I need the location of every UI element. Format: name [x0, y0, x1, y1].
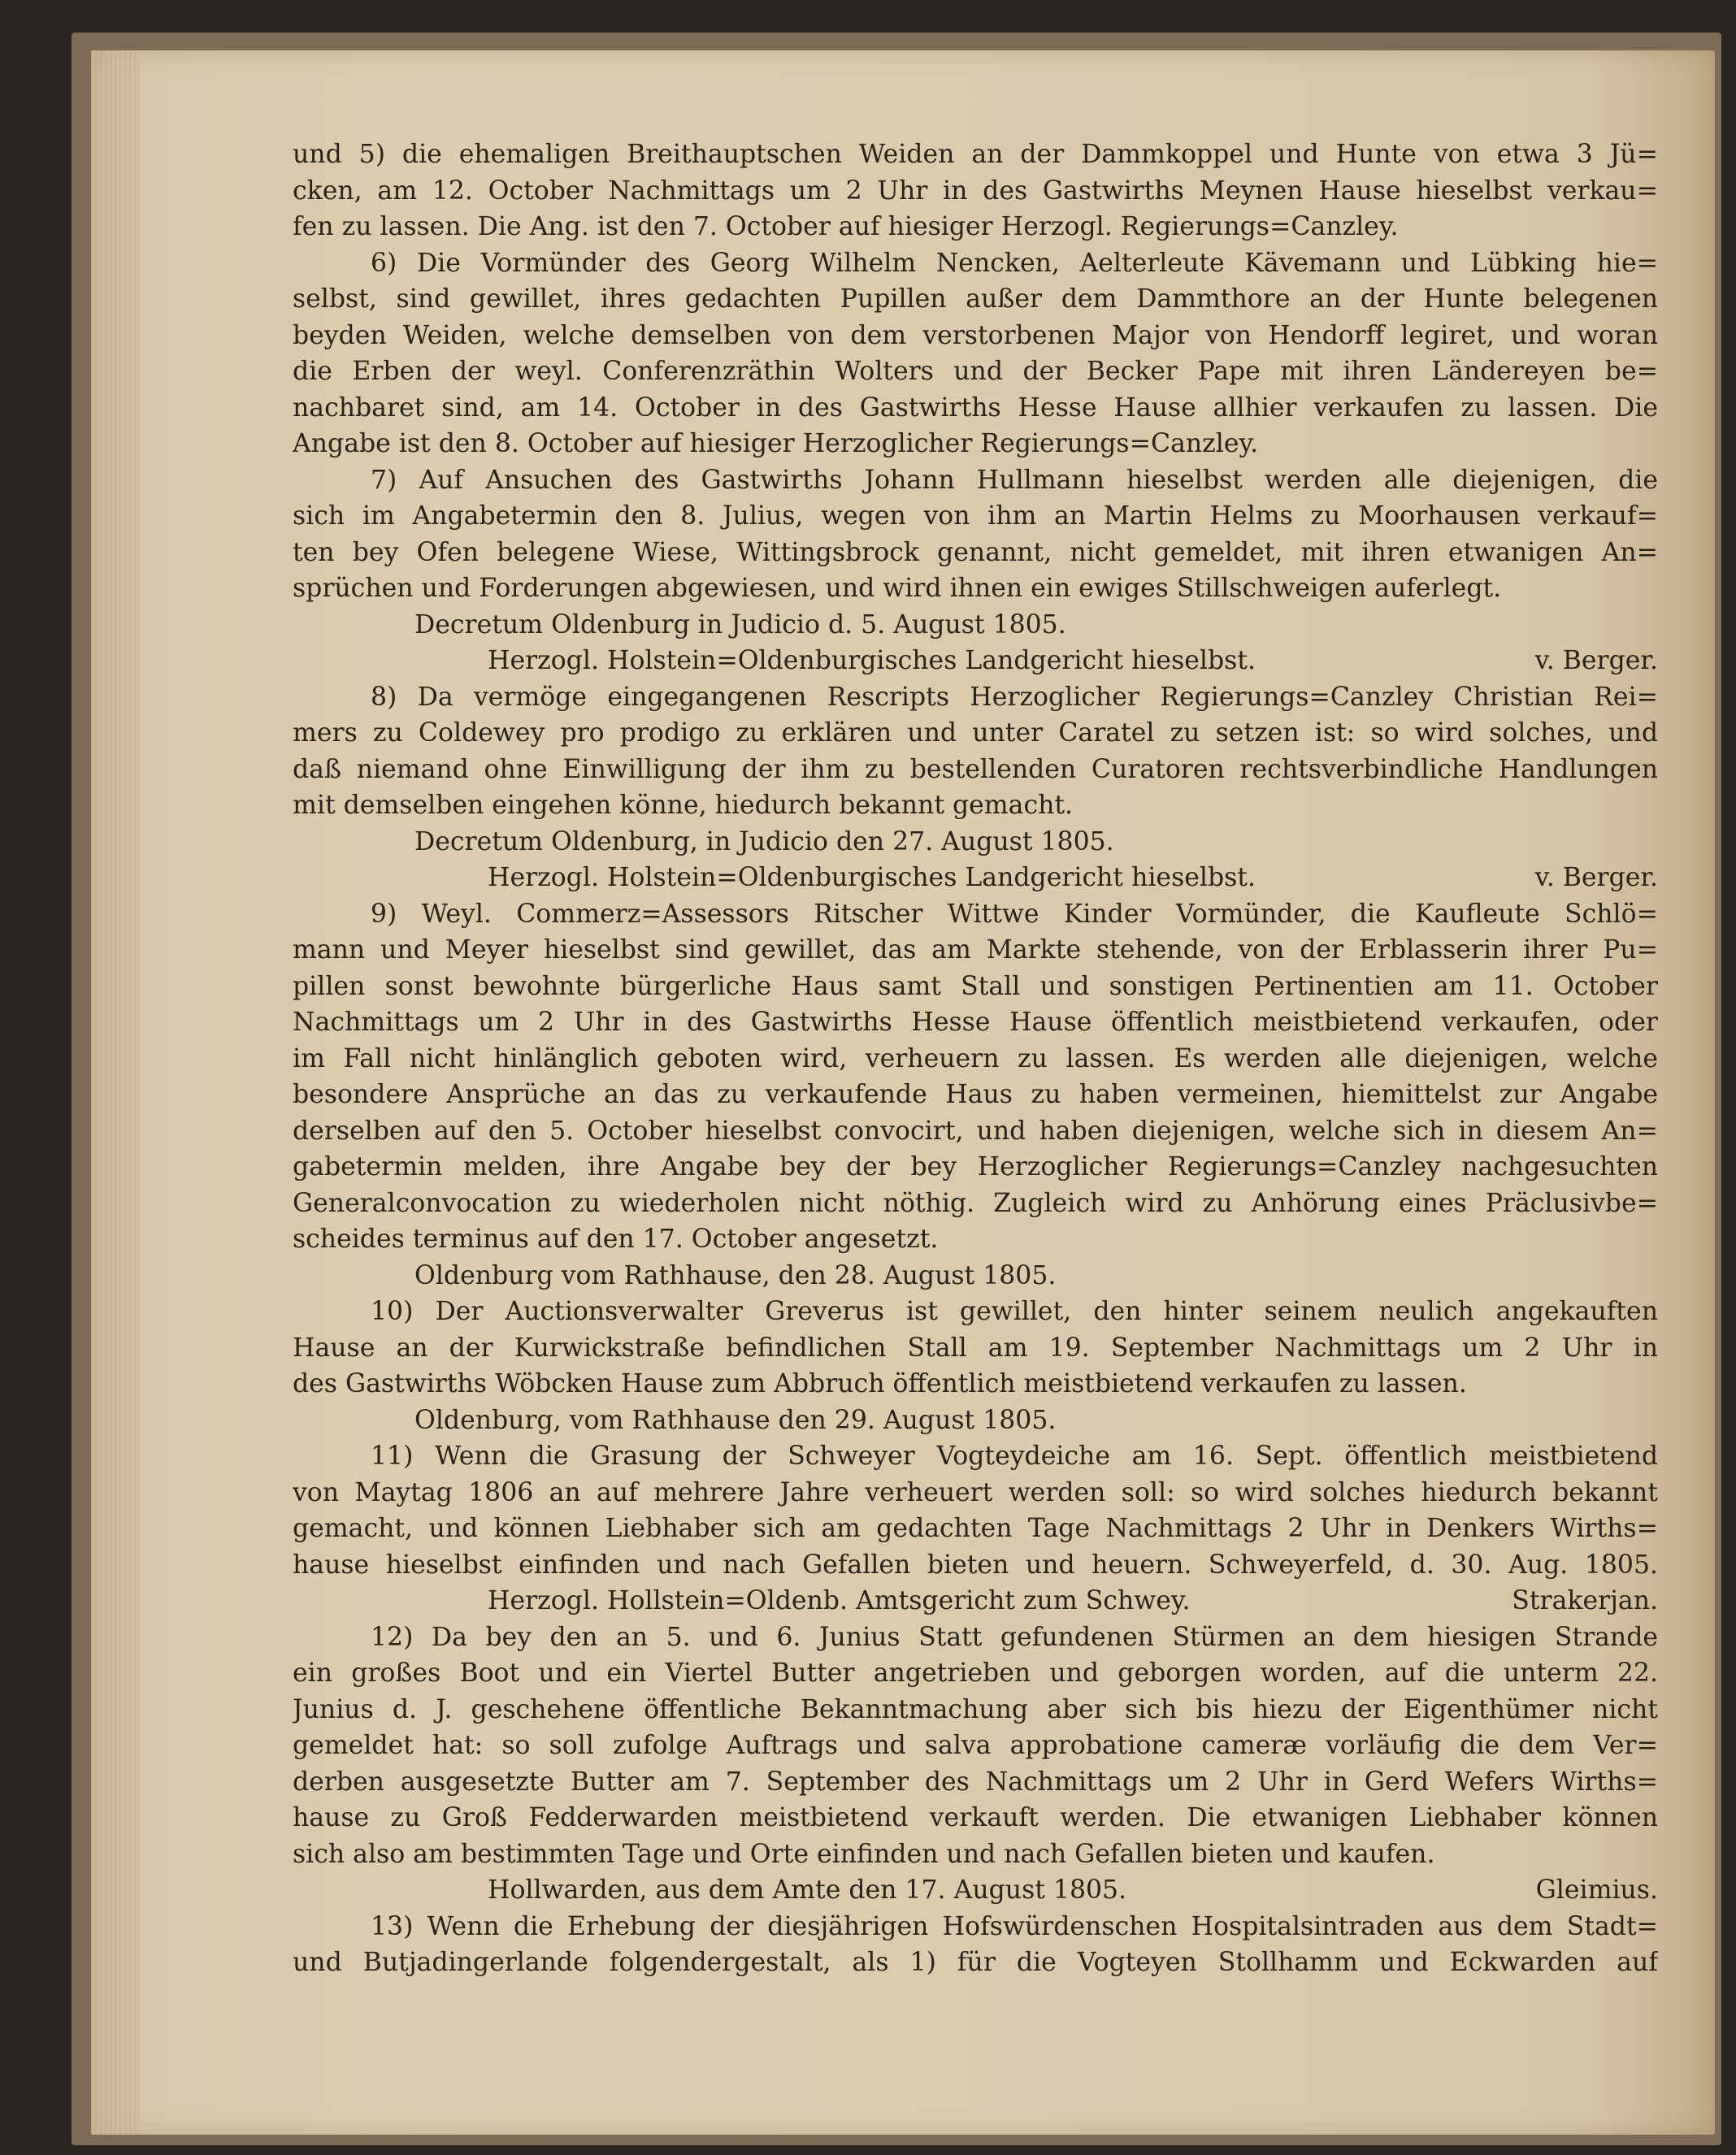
- text-line: Decretum Oldenburg, in Judicio den 27. August 1805.: [414, 826, 1114, 856]
- line-right-text: Strakerjan.: [1512, 1586, 1658, 1615]
- text-line: cken, am 12. October Nachmittags um 2 Uhr in des Gastwirths Meynen Hause hieselbst verkau=: [293, 176, 1658, 206]
- text-line: gemeldet hat: so soll zufolge Auftrags und salva approbatione cameræ vorläufig die dem Ver=: [293, 1731, 1658, 1760]
- text-line: [293, 1583, 1658, 1620]
- text-line: Angabe ist den 8. October auf hiesiger Herzoglicher Regierungs=Canzley.: [293, 429, 1259, 458]
- text-line: [293, 1872, 1658, 1909]
- line-right-text: v. Berger.: [1534, 863, 1658, 892]
- text-line: Generalconvocation zu wiederholen nicht nöthig. Zugleich wird zu Anhörung eines Präclusivbe=: [293, 1188, 1658, 1218]
- text-line: mit demselben eingehen könne, hiedurch bekannt gemacht.: [293, 791, 1074, 820]
- line-left-text: Herzogl. Holstein=Oldenburgisches Landgericht hieselbst.: [488, 863, 1256, 892]
- text-line: selbst, sind gewillet, ihres gedachten Pupillen außer dem Dammthore an der Hunte belegenen: [293, 284, 1658, 314]
- text-line: und Butjadingerlande folgendergestalt, als 1) für die Vogteyen Stollhamm und Eckwarden auf: [293, 1948, 1658, 1977]
- text-line: 9) Weyl. Commerz=Assessors Ritscher Wittwe Kinder Vormünder, die Kaufleute Schlö=: [371, 899, 1658, 929]
- text-line: mers zu Coldewey pro prodigo zu erklären und unter Caratel zu setzen ist: so wird solches, und: [293, 718, 1658, 748]
- text-line: Oldenburg vom Rathhause, den 28. August 1805.: [414, 1260, 1057, 1290]
- text-line: 10) Der Auctionsverwalter Greverus ist gewillet, den hinter seinem neulich angekauften: [371, 1297, 1658, 1326]
- text-line: derben ausgesetzte Butter am 7. September des Nachmittags um 2 Uhr in Gerd Wefers Wirths=: [293, 1767, 1658, 1797]
- text-line: pillen sonst bewohnte bürgerliche Haus samt Stall und sonstigen Pertinentien am 11. October: [293, 971, 1658, 1001]
- text-line: Hause an der Kurwickstraße befindlichen Stall am 19. September Nachmittags um 2 Uhr in: [293, 1333, 1658, 1363]
- text-line: scheides terminus auf den 17. October angesetzt.: [293, 1225, 939, 1254]
- text-line: sich also am bestimmten Tage und Orte einfinden und nach Gefallen bieten und kaufen.: [293, 1839, 1435, 1869]
- line-left-text: Herzogl. Holstein=Oldenburgisches Landgericht hieselbst.: [488, 646, 1256, 675]
- text-line: Nachmittags um 2 Uhr in des Gastwirths Hesse Hause öffentlich meistbietend verkaufen, oder: [293, 1008, 1658, 1037]
- text-line: Junius d. J. geschehene öffentliche Bekanntmachung aber sich bis hiezu der Eigenthümer nicht: [293, 1694, 1658, 1724]
- text-line: sich im Angabetermin den 8. Julius, wegen von ihm an Martin Helms zu Moorhausen verkauf=: [293, 501, 1658, 531]
- text-line: derselben auf den 5. October hieselbst convocirt, und haben diejenigen, welche sich in diesem An=: [293, 1116, 1658, 1146]
- text-line: ein großes Boot und ein Viertel Butter angetrieben und geborgen worden, auf die unterm 22.: [293, 1659, 1658, 1688]
- text-line: 6) Die Vormünder des Georg Wilhelm Nencken, Aelterleute Kävemann und Lübking hie=: [371, 248, 1658, 278]
- text-line: [293, 643, 1658, 679]
- text-line: fen zu lassen. Die Ang. ist den 7. October auf hiesiger Herzogl. Regierungs=Canzley.: [293, 212, 1399, 241]
- text-line: gemacht, und können Liebhaber sich am gedachten Tage Nachmittags 2 Uhr in Denkers Wirths=: [293, 1514, 1658, 1543]
- text-line: 7) Auf Ansuchen des Gastwirths Johann Hullmann hieselbst werden alle diejenigen, die: [371, 465, 1658, 495]
- text-line: Oldenburg, vom Rathhause den 29. August 1805.: [414, 1405, 1057, 1435]
- line-right-text: Gleimius.: [1535, 1875, 1658, 1905]
- text-line: hause zu Groß Fedderwarden meistbietend verkauft werden. Die etwanigen Liebhaber können: [293, 1803, 1658, 1832]
- text-line: 12) Da bey den an 5. und 6. Junius Statt gefundenen Stürmen an dem hiesigen Strande: [371, 1622, 1658, 1652]
- text-line: beyden Weiden, welche demselben von dem verstorbenen Major von Hendorff legiret, und woran: [293, 320, 1658, 350]
- text-line: von Maytag 1806 an auf mehrere Jahre verheuert werden soll: so wird solches hiedurch bekannt: [293, 1477, 1658, 1507]
- text-line: [293, 860, 1658, 896]
- line-right-text: v. Berger.: [1534, 646, 1658, 675]
- text-line: daß niemand ohne Einwilligung der ihm zu bestellenden Curatoren rechtsverbindliche Handlungen: [293, 754, 1658, 784]
- document-body: [293, 137, 1658, 1977]
- text-line: sprüchen und Forderungen abgewiesen, und wird ihnen ein ewiges Stillschweigen auferlegt.: [293, 574, 1502, 603]
- line-left-text: Hollwarden, aus dem Amte den 17. August 1805.: [488, 1875, 1127, 1905]
- text-line: hause hieselbst einfinden und nach Gefallen bieten und heuern. Schweyerfeld, d. 30. Aug. 1805.: [293, 1550, 1658, 1580]
- text-line: nachbaret sind, am 14. October in des Gastwirths Hesse Hause allhier verkaufen zu lassen. Die: [293, 392, 1658, 423]
- text-line: des Gastwirths Wöbcken Hause zum Abbruch öffentlich meistbietend verkaufen zu lassen.: [293, 1369, 1467, 1398]
- text-line: und 5) die ehemaligen Breithauptschen Weiden an der Dammkoppel und Hunte von etwa 3 Jü=: [293, 140, 1658, 169]
- page-edges: [91, 50, 140, 2135]
- text-line: 13) Wenn die Erhebung der diesjährigen Hofswürdenschen Hospitalsintraden aus dem Stadt=: [371, 1911, 1658, 1941]
- text-line: ten bey Ofen belegene Wiese, Wittingsbrock genannt, nicht gemeldet, mit ihren etwanigen An=: [293, 537, 1658, 567]
- line-left-text: Herzogl. Hollstein=Oldenb. Amtsgericht zum Schwey.: [488, 1586, 1191, 1615]
- text-line: gabetermin melden, ihre Angabe bey der bey Herzoglicher Regierungs=Canzley nachgesuchten: [293, 1152, 1658, 1182]
- text-line: mann und Meyer hieselbst sind gewillet, das am Markte stehende, von der Erblasserin ihrer Pu=: [293, 935, 1658, 965]
- text-line: die Erben der weyl. Conferenzräthin Wolters und der Becker Pape mit ihren Ländereyen be=: [293, 357, 1658, 386]
- text-line: besondere Ansprüche an das zu verkaufende Haus zu haben vermeinen, hiemittelst zur Angabe: [293, 1080, 1658, 1109]
- text-line: 11) Wenn die Grasung der Schweyer Vogteydeiche am 16. Sept. öffentlich meistbietend: [371, 1442, 1658, 1471]
- text-line: im Fall nicht hinlänglich geboten wird, verheuern zu lassen. Es werden alle diejenigen, welche: [293, 1043, 1658, 1073]
- text-line: Decretum Oldenburg in Judicio d. 5. August 1805.: [414, 609, 1066, 640]
- text-line: 8) Da vermöge eingegangenen Rescripts Herzoglicher Regierungs=Canzley Christian Rei=: [371, 682, 1658, 712]
